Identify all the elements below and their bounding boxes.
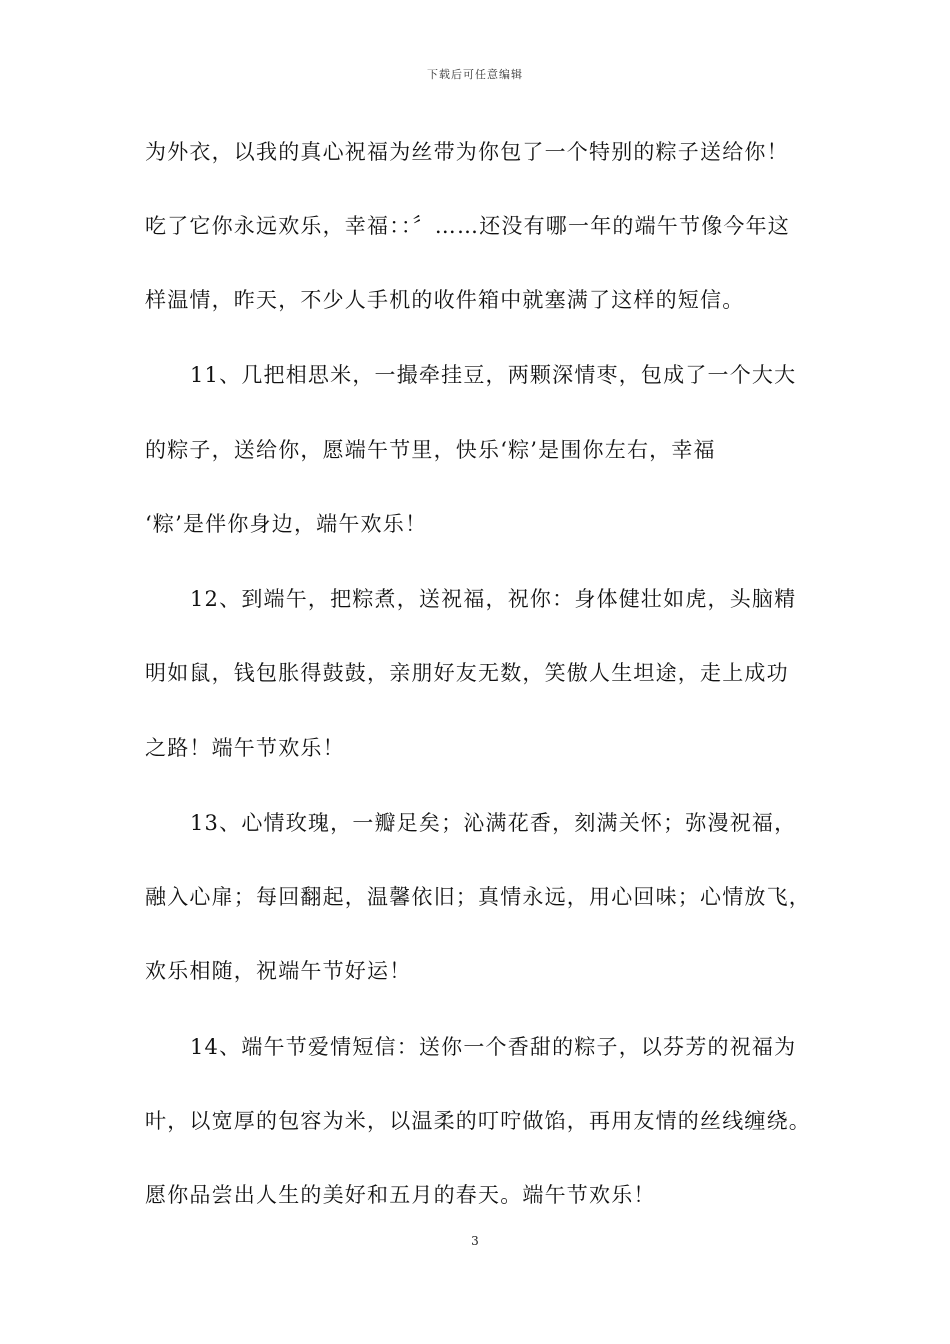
text-line: ‘粽’是伴你身边，端午欢乐！	[145, 512, 428, 536]
paragraph-14-line: 14、端午节爱情短信：送你一个香甜的粽子，以芬芳的祝福为	[190, 1035, 797, 1059]
text-line: 之路！端午节欢乐！	[145, 736, 345, 760]
text-line: 吃了它你永远欢乐，幸福：：〞……还没有哪一年的端午节像今年这	[145, 214, 790, 238]
text-line: 愿你品尝出人生的美好和五月的春天。端午节欢乐！	[145, 1183, 656, 1207]
text-line: 的粽子，送给你，愿端午节里，快乐‘粽’是围你左右，幸福	[145, 438, 716, 462]
paragraph-13-line: 13、心情玫瑰，一瓣足矣；沁满花香，刻满关怀；弥漫祝福，	[190, 811, 797, 835]
text-line: 明如鼠，钱包胀得鼓鼓，亲朋好友无数，笑傲人生坦途，走上成功	[145, 661, 789, 685]
paragraph-12-line: 12、到端午，把粽煮，送祝福，祝你：身体健壮如虎，头脑精	[190, 587, 797, 611]
text-line: 样温情，昨天，不少人手机的收件箱中就塞满了这样的短信。	[145, 288, 745, 312]
page-number: 3	[471, 1234, 479, 1248]
text-line: 融入心扉；每回翻起，温馨依旧；真情永远，用心回味；心情放飞，	[145, 885, 811, 909]
text-line: 叶，以宽厚的包容为米，以温柔的叮咛做馅，再用友情的丝线缠绕。	[145, 1109, 811, 1133]
text-line: 欢乐相随，祝端午节好运！	[145, 959, 412, 983]
page-header-note: 下载后可任意编辑	[427, 68, 523, 81]
text-line: 为外衣，以我的真心祝福为丝带为你包了一个特别的粽子送给你！	[145, 140, 789, 164]
paragraph-11-line: 11、几把相思米，一撮牵挂豆，两颗深情枣，包成了一个大大	[190, 363, 797, 387]
